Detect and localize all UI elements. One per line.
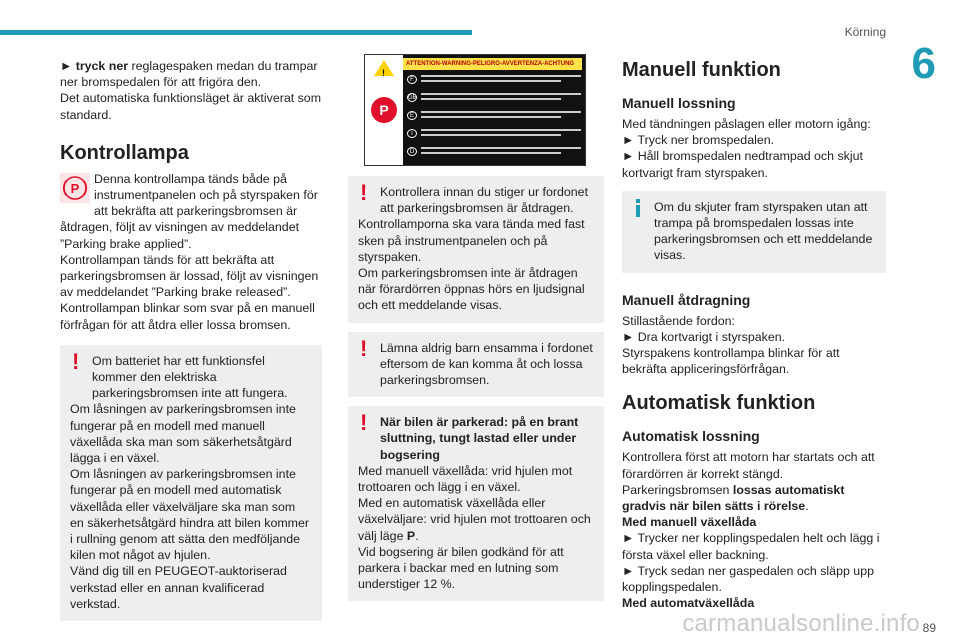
heading-kontrollampa: Kontrollampa [60,141,189,164]
intro-paragraph: ► tryck ner reglagespaken medan du trampar ner bromspedalen för att frigöra den. [60,59,318,90]
page-number: 89 [922,620,936,635]
subheading-manuell-atdragning: Manuell åtdragning [622,291,751,308]
chapter-number: 6 [911,39,936,88]
warning-box-check-brake: ! Kontrollera innan du stiger ur fordonet att parkeringsbromsen är åtdragen. Kontrollamporna ska vara tända med fast sken på instrumentpanelen och på styrspaken. Om parkeringsbromsen inte är åtdragen när förardörren öppnas hörs en ljudsignal och ett meddelande visas. [348,176,604,323]
header-accent-bar [0,30,472,35]
warning-exclamation-icon: ! [360,180,368,205]
parking-brake-lamp-icon [60,173,90,203]
svg-text:P: P [70,180,80,196]
warning-exclamation-icon: ! [360,335,368,361]
info-icon [636,199,640,217]
info-box-release: Om du skjuter fram styrspaken utan att trampa på bromspedalen lossas inte parkeringsbromsen och ett meddelande visas. [622,191,886,273]
lamp-paragraph: P Denna kontrollampa tänds både på instrumentpanelen och på styrspaken för att bekräfta att parkeringsbromsen är åtdragen, följt av visningen av meddelandet ”Parking brake applied”. [60,171,318,251]
subheading-automatisk-lossning: Automatisk lossning [622,428,760,445]
warning-exclamation-icon: ! [360,410,368,436]
subheading-manuell-lossning: Manuell lossning [622,95,736,111]
parking-brake-symbol-icon: P [371,97,397,123]
watermark: carmanualsonline.info [682,609,920,637]
warning-box-children: ! Lämna aldrig barn ensamma i fordonet eftersom de kan komma åt och lossa parkeringsbromsen. [348,332,604,398]
heading-automatisk-funktion: Automatisk funktion [622,392,816,415]
heading-manuell-funktion: Manuell funktion [622,59,781,81]
lamp-paragraph-2: Kontrollampan tänds för att bekräfta att parkeringsbromsen är lossad, följt av visningen av meddelandet ”Parking brake released”. [60,252,319,300]
warning-box-battery: ! Om batteriet har ett funktionsfel kommer den elektriska parkeringsbromsen inte att fungera. Om låsningen av parkeringsbromsen inte fungerar på en modell med manuell växellåda ska man som säkerhetsåtgärd lägga i en växel. Om låsningen av parkeringsbromsen inte fungerar på en modell med automatisk växellåda eller växelväljare ska man som en säkerhetsåtgärd hindra att bilen kommer i rullning genom att sätta den medföljande kilen mot något av hjulen. Vänd dig till en PEUGEOT-auktoriserad verkstad eller en annan kvalificerad verkstad. [60,345,322,621]
warning-box-parked: ! När bilen är parkerad: på en brant sluttning, tungt lastad eller under bogsering Med manuell växellåda: vrid hjulen mot trottoaren och lägg i en växel. Med en automatisk växellåda eller växelväljare: vrid hjulen mot trottoaren och välj läge P. Vid bogsering är bilen godkänd för att parkera i backar med en lutning som understiger 12 %. [348,406,604,601]
intro-paragraph-2: Det automatiska funktionsläget är aktiverat som standard. [60,91,322,122]
lamp-paragraph-3: Kontrollampan blinkar som svar på en manuell förfrågan för att åtdra eller lossa bromsen. [60,301,315,332]
parking-brake-warning-label-image: ! P ATTENTION-WARNING-PELIGRO-AVVERTENZA-ACHTUNG F GB E I D [364,54,586,166]
label-header: ATTENTION-WARNING-PELIGRO-AVVERTENZA-ACHTUNG [403,58,582,70]
section-title: Körning [844,25,886,39]
column-1 [60,58,322,621]
column-3: Manuell funktion Manuell lossning Med tändningen påslagen eller motorn igång: ► Tryck ner bromspedalen. ► Håll bromspedalen nedtrampad och skjut kortvarigt fram styrspaken. Om du skjuter fram styrspaken utan att trampa på bromspedalen lossas inte parkeringsbromsen och ett meddelande visas. Manuell åtdragning Stillastående fordon: ► Dra kortvarigt i styrspaken. Styrspakens kontrollampa blinkar för att bekräfta appliceringsförfrågan. Automatisk funktion Automatisk lossning Kontrollera först att motorn har startats och att förardörren är korrekt stängd. Parkeringsbromsen lossas automatiskt gradvis när bilen sätts i rörelse. Med manuell växellåda ► Trycker ner kopplingspedalen helt och lägg i första växel eller backning. ► Tryck sedan ner gaspedalen och släpp upp kopplingspedalen. Med automatväxellåda [622,58,886,611]
warning-exclamation-icon: ! [72,348,80,374]
column-2 [348,54,604,601]
